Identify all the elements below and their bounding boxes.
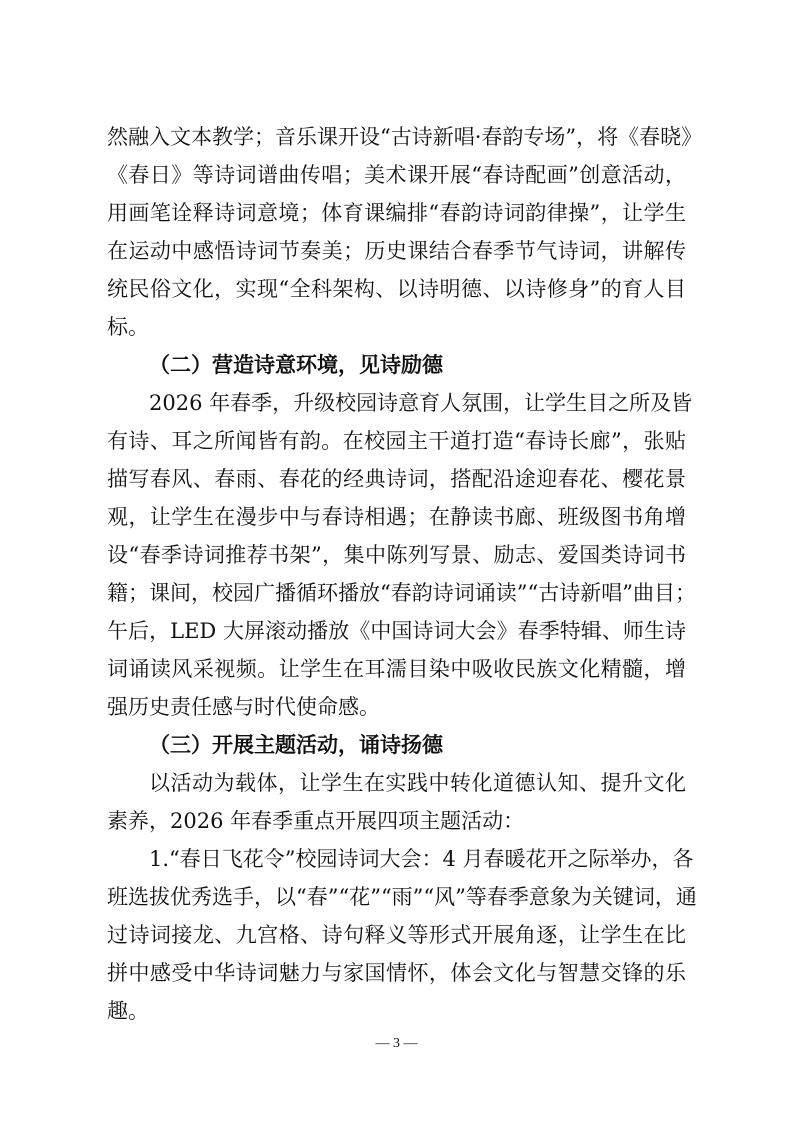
text-line: 强历史责任感与时代使命感。 <box>107 695 380 719</box>
document-body <box>107 118 703 1030</box>
text-line: 设“春季诗词推荐书架”，集中陈列写景、励志、爱国类诗词书 <box>107 543 686 567</box>
text-line: 统民俗文化，实现“全科架构、以诗明德、以诗修身”的育人目 <box>107 277 686 301</box>
text-line: 籍；课间，校园广播循环播放“春韵诗词诵读”“古诗新唱”曲目； <box>107 581 696 605</box>
text-line: 以活动为载体，让学生在实践中转化道德认知、提升文化 <box>149 771 686 795</box>
page-number: — 3 — <box>375 1036 418 1051</box>
text-line: 词诵读风采视频。让学生在耳濡目染中吸收民族文化精髓，增 <box>107 657 686 681</box>
text-line: 然融入文本教学；音乐课开设“古诗新唱·春韵专场”，将《春晓》 <box>107 125 703 149</box>
text-line: 用画笔诠释诗词意境；体育课编排“春韵诗词韵律操”，让学生 <box>107 201 686 225</box>
paragraph <box>107 840 697 1030</box>
text-line: 《春日》等诗词谱曲传唱；美术课开展“春诗配画”创意活动， <box>107 163 686 187</box>
text-line: 描写春风、春雨、春花的经典诗词，搭配沿途迎春花、樱花景 <box>107 467 686 491</box>
text-line: 素养，2026 年春季重点开展四项主题活动： <box>107 809 525 833</box>
text-line: （三）开展主题活动，诵诗扬德 <box>149 732 443 757</box>
text-line: 趣。 <box>107 999 149 1023</box>
text-line: 2026 年春季，升级校园诗意育人氛围，让学生目之所及皆 <box>149 391 693 415</box>
text-line: 有诗、耳之所闻皆有韵。在校园主干道打造“春诗长廊”，张贴 <box>107 429 686 453</box>
text-line: 午后，LED 大屏滚动播放《中国诗词大会》春季特辑、师生诗 <box>107 619 686 643</box>
text-line: 标。 <box>107 315 149 339</box>
text-line: 观，让学生在漫步中与春诗相遇；在静读书廊、班级图书角增 <box>107 505 686 529</box>
text-line: （二）营造诗意环境，见诗励德 <box>149 352 443 377</box>
text-line: 拼中感受中华诗词魅力与家国情怀，体会文化与智慧交锋的乐 <box>107 961 686 985</box>
text-line: 班选拔优秀选手，以“春”“花”“雨”“风”等春季意象为关键词，通 <box>107 885 697 909</box>
text-line: 1.“春日飞花令”校园诗词大会：4 月春暖花开之际举办，各 <box>149 847 694 871</box>
paragraph <box>107 384 696 726</box>
paragraph <box>107 118 703 346</box>
paragraph <box>107 764 686 840</box>
text-line: 过诗词接龙、九宫格、诗句释义等形式开展角逐，让学生在比 <box>107 923 686 947</box>
section-heading <box>107 346 686 384</box>
text-line: 在运动中感悟诗词节奏美；历史课结合春季节气诗词，讲解传 <box>107 239 686 263</box>
section-heading <box>107 726 686 764</box>
